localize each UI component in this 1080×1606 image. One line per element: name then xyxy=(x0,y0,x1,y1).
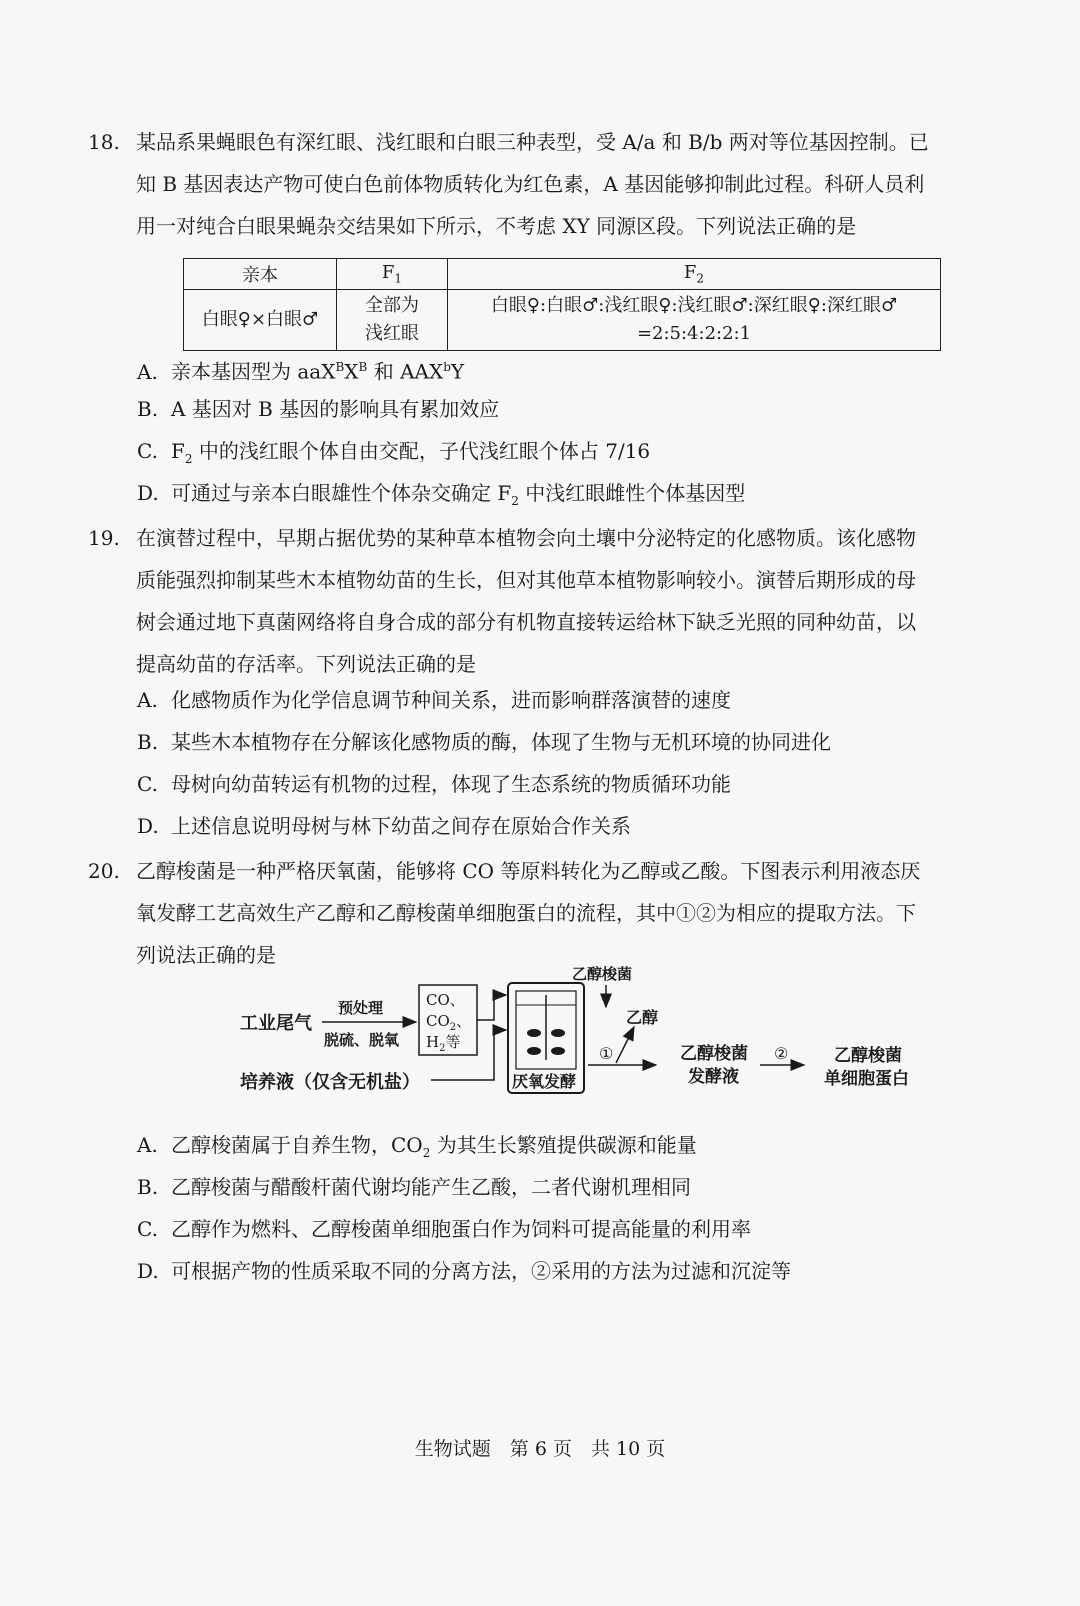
label-pretreat: 预处理 xyxy=(338,999,384,1017)
header-f2: $F_2$ xyxy=(448,259,941,290)
question-stem xyxy=(136,517,998,685)
stem-line: 氧发酵工艺高效生产乙醇和乙醇梭菌单细胞蛋白的流程，其中①②为相应的提取方法。下 xyxy=(136,901,916,925)
option-c: C. $F_2$ 中的浅红眼个体自由交配，子代浅红眼个体占 7/16 xyxy=(137,439,651,466)
question-number: 20. xyxy=(88,859,120,883)
option-c: C. 母树向幼苗转运有机物的过程，体现了生态系统的物质循环功能 xyxy=(137,772,731,796)
arrow-gas-to-tank xyxy=(477,995,506,1020)
label-bacteria: 乙醇梭菌 xyxy=(572,965,633,983)
fermentation-flow-diagram xyxy=(236,965,956,1130)
option-b: B. A 基因对 B 基因的影响具有累加效应 xyxy=(137,397,500,421)
label-broth-line1: 乙醇梭菌 xyxy=(680,1044,748,1064)
stem-line: 列说法正确的是 xyxy=(136,943,276,967)
genetics-table xyxy=(183,258,941,351)
stem-line: 乙醇梭菌是一种严格厌氧菌，能够将 CO 等原料转化为乙醇或乙酸。下图表示利用液态厌 xyxy=(136,859,921,883)
stem-line: 在演替过程中，早期占据优势的某种草本植物会向土壤中分泌特定的化感物质。该化感物 xyxy=(136,526,916,550)
header-f1: $F_1$ xyxy=(337,259,448,290)
label-desulfur: 脱硫、脱氧 xyxy=(324,1031,400,1049)
gas-h2: $H_2$等 xyxy=(426,1033,461,1054)
label-ferment: 厌氧发酵 xyxy=(512,1072,577,1091)
stem-line: 用一对纯合白眼果蝇杂交结果如下所示，不考虑 XY 同源区段。下列说法正确的是 xyxy=(136,214,857,238)
option-a: A. 乙醇梭菌属于自养生物，$CO_2$ 为其生长繁殖提供碳源和能量 xyxy=(137,1133,697,1160)
stem-line: 质能强烈抑制某些木本植物幼苗的生长，但对其他草本植物影响较小。演替后期形成的母 xyxy=(136,568,916,592)
option-d: D. 可通过与亲本白眼雄性个体杂交确定 $F_2$ 中浅红眼雌性个体基因型 xyxy=(137,481,746,508)
stem-line: 知 B 基因表达产物可使白色前体物质转化为红色素，A 基因能够抑制此过程。科研人员利 xyxy=(136,172,925,196)
header-parent: 亲本 xyxy=(184,259,337,290)
question-number: 19. xyxy=(88,526,120,550)
question-18 xyxy=(88,121,998,247)
label-step1: ① xyxy=(599,1044,614,1063)
cell-parent: 白眼♀×白眼♂ xyxy=(184,290,337,351)
question-stem xyxy=(136,850,998,976)
question-20 xyxy=(88,850,998,976)
option-a: A. 化感物质作为化学信息调节种间关系，进而影响群落演替的速度 xyxy=(137,688,731,712)
label-product-line1: 乙醇梭菌 xyxy=(834,1046,902,1066)
stem-line: 提高幼苗的存活率。下列说法正确的是 xyxy=(136,652,476,676)
label-broth-line2: 发酵液 xyxy=(688,1067,739,1087)
gas-co: CO、 xyxy=(426,991,465,1009)
question-19 xyxy=(88,517,998,685)
stem-line: 某品系果蝇眼色有深红眼、浅红眼和白眼三种表型，受 A/a 和 B/b 两对等位基因控制。已 xyxy=(136,130,929,154)
label-step2: ② xyxy=(774,1044,789,1063)
question-number: 18. xyxy=(88,130,120,154)
option-c: C. 乙醇作为燃料、乙醇梭菌单细胞蛋白作为饲料可提高能量的利用率 xyxy=(137,1217,751,1241)
label-medium: 培养液（仅含无机盐） xyxy=(240,1072,420,1093)
option-b: B. 某些木本植物存在分解该化感物质的酶，体现了生物与无机环境的协同进化 xyxy=(137,730,831,754)
page-footer: 生物试题 第 6 页 共 10 页 xyxy=(414,1438,666,1460)
cell-f1: 全部为 浅红眼 xyxy=(337,290,448,351)
label-product-line2: 单细胞蛋白 xyxy=(824,1069,909,1089)
option-b: B. 乙醇梭菌与醋酸杆菌代谢均能产生乙酸，二者代谢机理相同 xyxy=(137,1175,691,1199)
option-a: A. 亲本基因型为 $aaX^BX^B$ 和 AAX$^b$Y xyxy=(137,359,465,384)
option-d: D. 上述信息说明母树与林下幼苗之间存在原始合作关系 xyxy=(137,814,631,838)
question-stem xyxy=(136,121,998,247)
label-industrial-gas: 工业尾气 xyxy=(240,1013,312,1034)
gas-co2: $CO_2$、 xyxy=(426,1012,472,1033)
stem-line: 树会通过地下真菌网络将自身合成的部分有机物直接转运给林下缺乏光照的同种幼苗，以 xyxy=(136,610,916,634)
arrow-ethanol xyxy=(616,1027,634,1063)
option-d: D. 可根据产物的性质采取不同的分离方法，②采用的方法为过滤和沉淀等 xyxy=(137,1259,791,1283)
cell-f2: 白眼♀:白眼♂:浅红眼♀:浅红眼♂:深红眼♀:深红眼♂ =2:5:4:2:2:1 xyxy=(448,290,941,351)
label-ethanol: 乙醇 xyxy=(626,1008,659,1027)
